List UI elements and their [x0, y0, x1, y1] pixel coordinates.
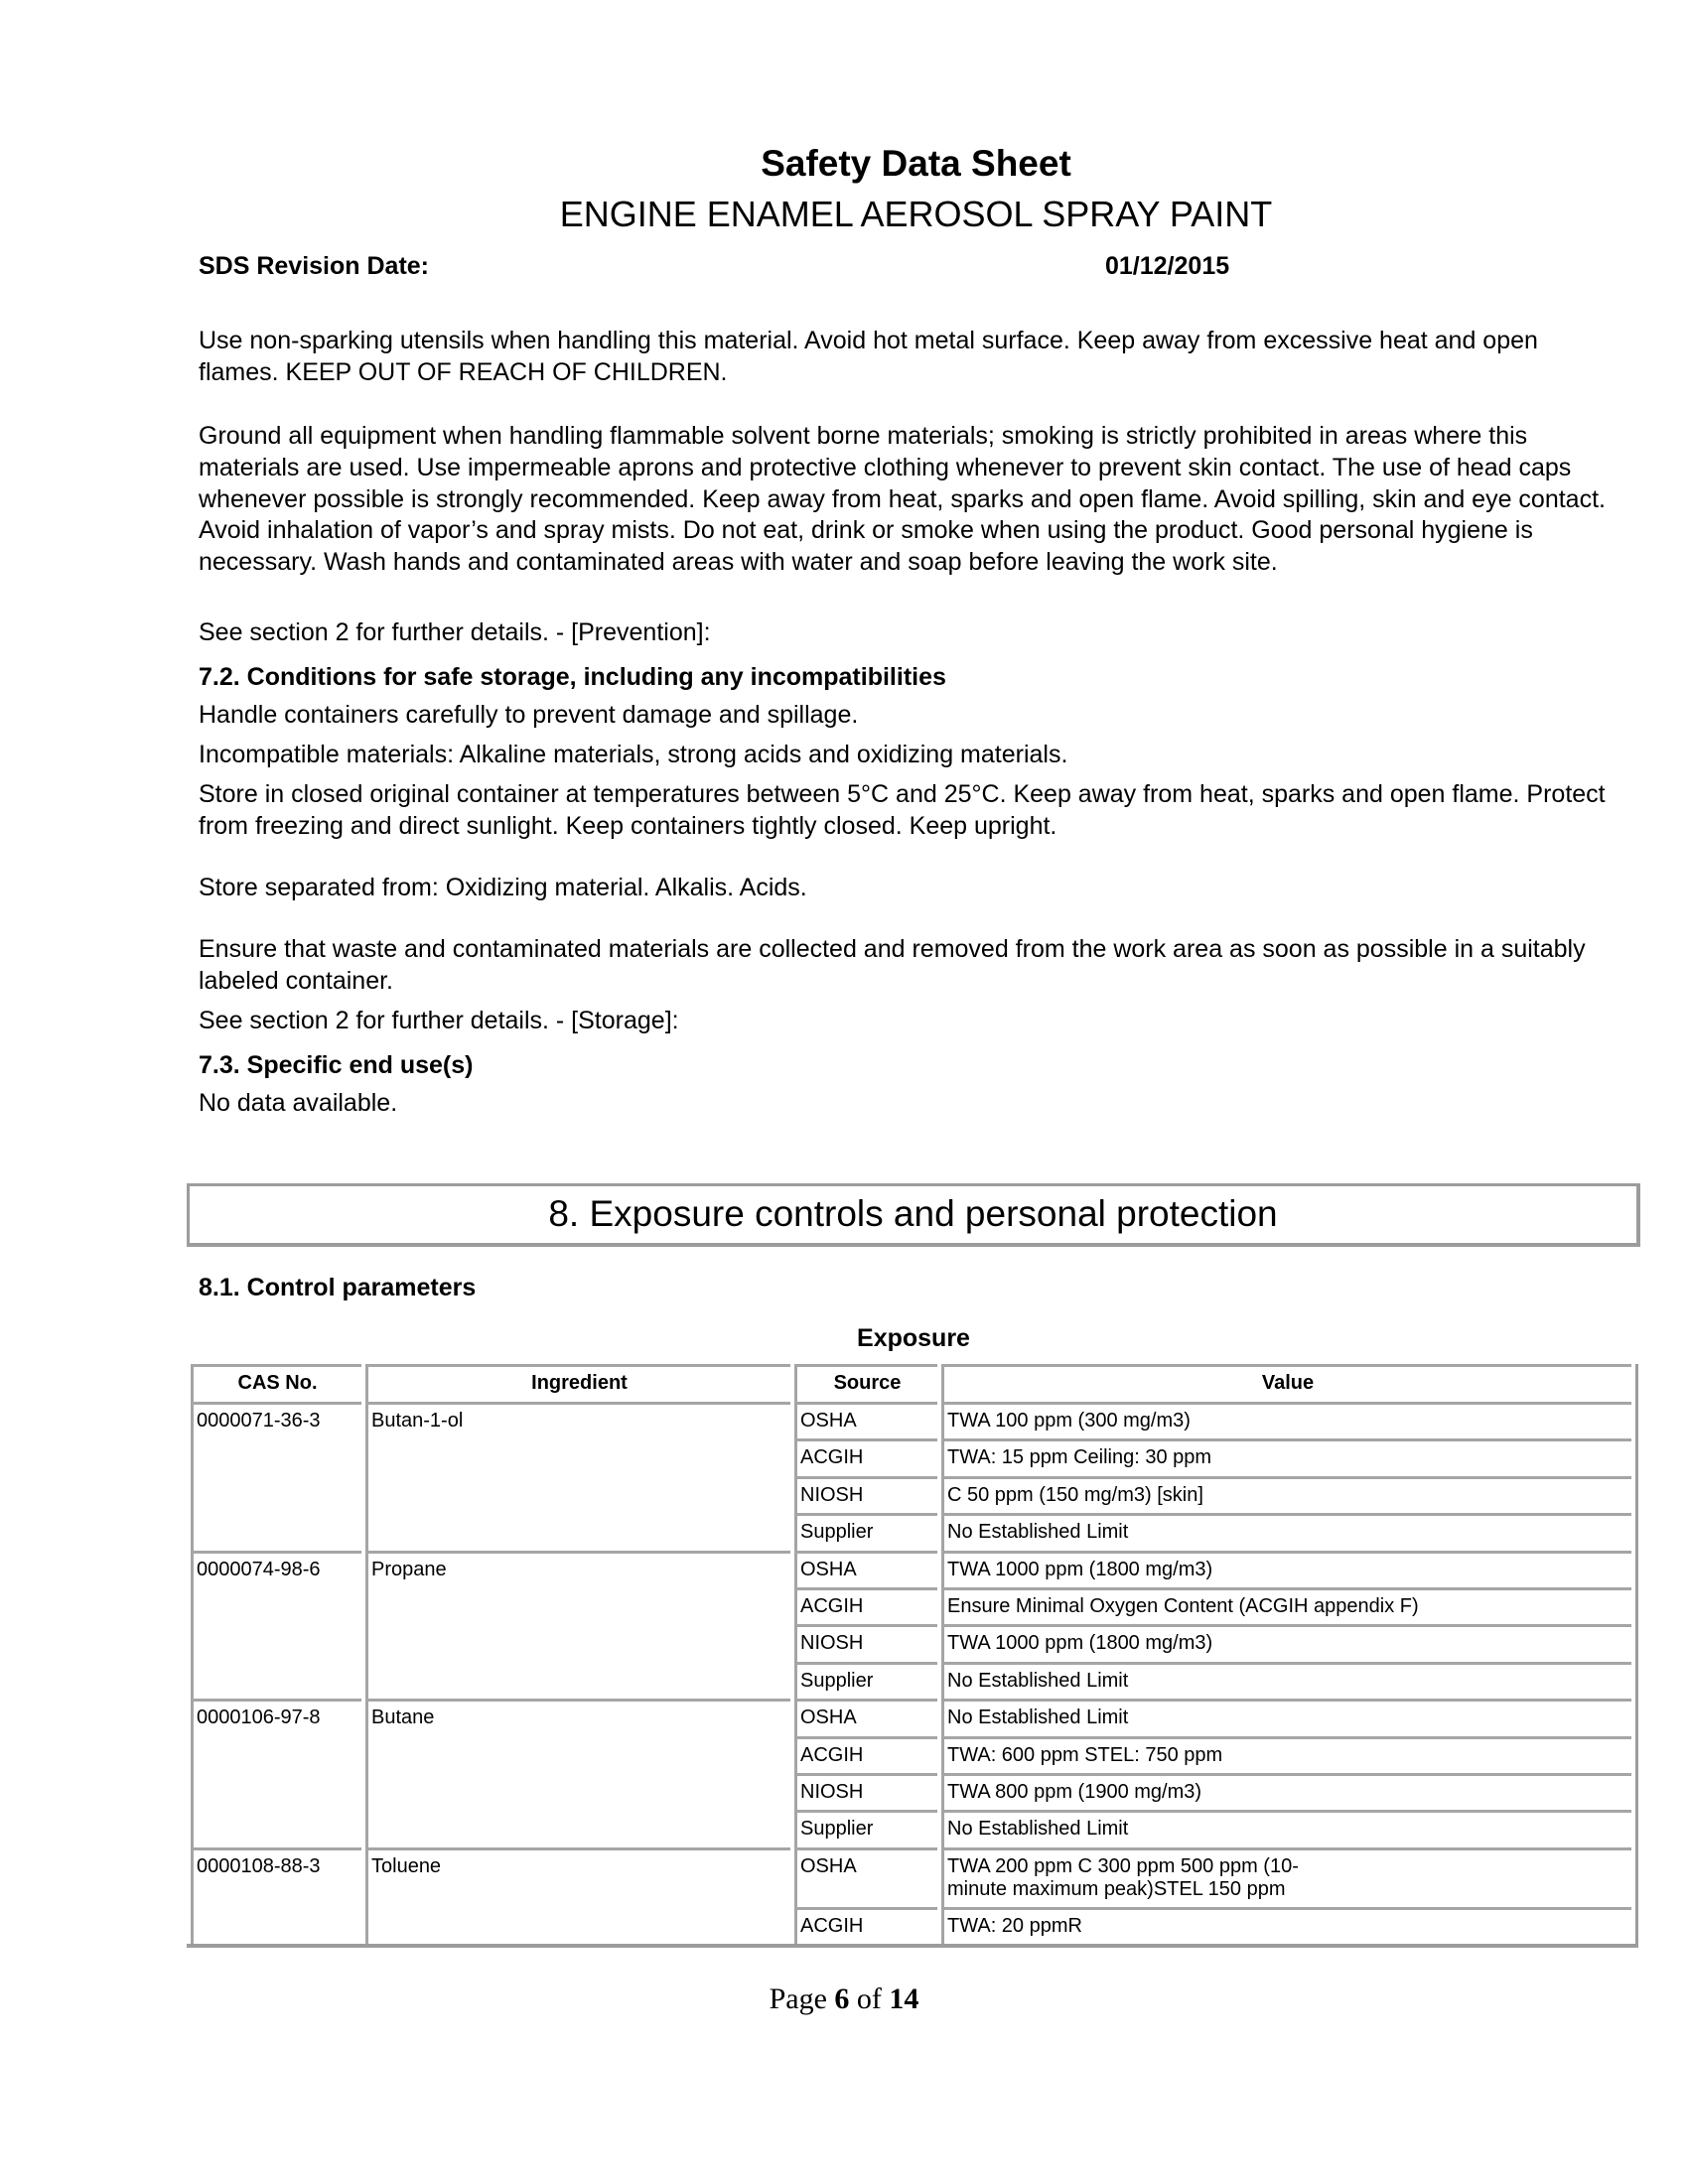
handling-hygiene-paragraph: Ground all equipment when handling flammable solvent borne materials; smoking is strictly prohibited in areas where this materials are used. Use impermeable aprons and protective clothing whenever to prevent skin contact. The use of head caps whenever possible is strongly recommended. Keep away from heat, sparks and open flame. Avoid spilling, skin and eye contact. Avoid inhalation of vapor’s and spray mists. Do not eat, drink or smoke when using the product. Good personal hygiene is necessary. Wash hands and contaminated areas with water and soap before leaving the work site. — [199, 422, 1606, 577]
source-cell: OSHA — [794, 1847, 937, 1907]
source-cell: ACGIH — [794, 1587, 937, 1624]
table-row — [191, 1699, 1631, 1735]
ingredient-cell: Butane — [365, 1699, 790, 1847]
source-cell: Supplier — [794, 1662, 937, 1699]
value-cell: TWA 1000 ppm (1800 mg/m3) — [941, 1624, 1631, 1661]
storage-reference: See section 2 for further details. - [Storage]: — [199, 1007, 679, 1034]
page-of: of — [849, 1982, 890, 2015]
subsection-heading-8-1: 8.1. Control parameters — [199, 1274, 477, 1301]
column-header-ingredient: Ingredient — [365, 1364, 790, 1402]
value-cell: TWA: 20 ppmR — [941, 1907, 1631, 1944]
source-cell: NIOSH — [794, 1624, 937, 1661]
storage-handle-text: Handle containers carefully to prevent damage and spillage. — [199, 701, 859, 729]
end-use-text: No data available. — [199, 1089, 398, 1117]
source-cell: NIOSH — [794, 1773, 937, 1810]
source-cell: OSHA — [794, 1551, 937, 1587]
source-cell: Supplier — [794, 1513, 937, 1550]
source-cell: ACGIH — [794, 1907, 937, 1944]
value-cell: TWA: 600 ppm STEL: 750 ppm — [941, 1736, 1631, 1773]
store-separated-text: Store separated from: Oxidizing material. Alkalis. Acids. — [199, 874, 807, 901]
table-row — [191, 1847, 1631, 1907]
page-total: 14 — [889, 1982, 919, 2015]
page-prefix: Page — [769, 1982, 835, 2015]
cas-number-cell: 0000071-36-3 — [191, 1402, 361, 1551]
value-cell: TWA 1000 ppm (1800 mg/m3) — [941, 1551, 1631, 1587]
revision-date-value: 01/12/2015 — [1105, 252, 1230, 280]
value-cell: C 50 ppm (150 mg/m3) [skin] — [941, 1476, 1631, 1513]
source-cell: ACGIH — [794, 1438, 937, 1475]
value-cell: TWA 800 ppm (1900 mg/m3) — [941, 1773, 1631, 1810]
section-8-title: 8. Exposure controls and personal protection — [548, 1193, 1278, 1234]
ingredient-cell: Toluene — [365, 1847, 790, 1944]
source-cell: Supplier — [794, 1810, 937, 1846]
source-cell: ACGIH — [794, 1736, 937, 1773]
page-current: 6 — [834, 1982, 850, 2015]
cas-number-cell: 0000108-88-3 — [191, 1847, 361, 1944]
value-cell: No Established Limit — [941, 1513, 1631, 1550]
handling-precautions-paragraph: Use non-sparking utensils when handling this material. Avoid hot metal surface. Keep away from excessive heat and open flames. KEEP OUT OF REACH OF CHILDREN. — [199, 327, 1538, 386]
subsection-heading-7-3: 7.3. Specific end use(s) — [199, 1051, 474, 1079]
value-cell: No Established Limit — [941, 1699, 1631, 1735]
value-cell: Ensure Minimal Oxygen Content (ACGIH appendix F) — [941, 1587, 1631, 1624]
column-header-cas: CAS No. — [191, 1364, 361, 1402]
value-cell: TWA 200 ppm C 300 ppm 500 ppm (10-minute maximum peak)STEL 150 ppm — [941, 1847, 1631, 1907]
revision-date-label: SDS Revision Date: — [199, 252, 430, 280]
waste-disposal-text: Ensure that waste and contaminated materials are collected and removed from the work area as soon as possible in a suitably labeled container. — [199, 935, 1586, 995]
product-name: ENGINE ENAMEL AEROSOL SPRAY PAINT — [559, 194, 1273, 234]
table-row — [191, 1402, 1631, 1438]
source-cell: NIOSH — [794, 1476, 937, 1513]
ingredient-cell: Butan-1-ol — [365, 1402, 790, 1551]
document-title: Safety Data Sheet — [761, 143, 1071, 184]
storage-temperature-text: Store in closed original container at temperatures between 5°C and 25°C. Keep away from heat, sparks and open flame. Protect from freezing and direct sunlight. Keep containers tightly closed. Keep upright. — [199, 780, 1606, 840]
incompatible-materials-text: Incompatible materials: Alkaline materials, strong acids and oxidizing materials. — [199, 741, 1068, 768]
value-cell: TWA: 15 ppm Ceiling: 30 ppm — [941, 1438, 1631, 1475]
cas-number-cell: 0000106-97-8 — [191, 1699, 361, 1847]
exposure-table — [187, 1364, 1638, 1948]
source-cell: OSHA — [794, 1699, 937, 1735]
ingredient-cell: Propane — [365, 1551, 790, 1700]
prevention-reference: See section 2 for further details. - [Prevention]: — [199, 618, 711, 646]
page-footer — [0, 1981, 1688, 2017]
section-8-header-box — [187, 1183, 1640, 1247]
column-header-value: Value — [941, 1364, 1631, 1402]
source-cell: OSHA — [794, 1402, 937, 1438]
table-header-row — [191, 1364, 1631, 1402]
value-cell: TWA 100 ppm (300 mg/m3) — [941, 1402, 1631, 1438]
value-cell: No Established Limit — [941, 1810, 1631, 1846]
cas-number-cell: 0000074-98-6 — [191, 1551, 361, 1700]
value-cell: No Established Limit — [941, 1662, 1631, 1699]
exposure-table-caption: Exposure — [857, 1324, 970, 1352]
subsection-heading-7-2: 7.2. Conditions for safe storage, including any incompatibilities — [199, 663, 946, 691]
column-header-source: Source — [794, 1364, 937, 1402]
table-row — [191, 1551, 1631, 1587]
